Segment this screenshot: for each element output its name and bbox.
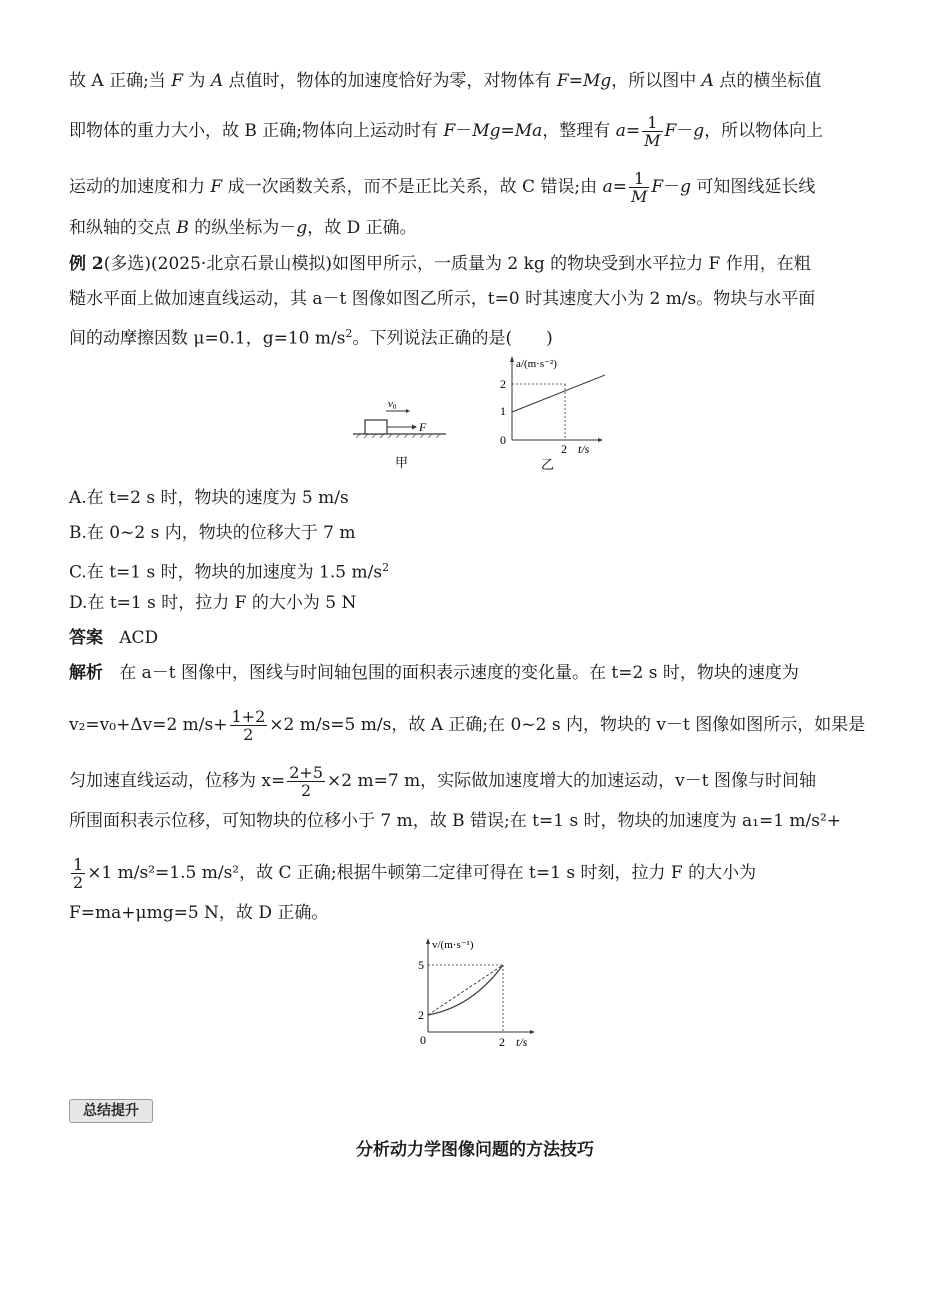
origin-label: 0 (500, 433, 506, 447)
figure-v-t-graph (410, 932, 545, 1057)
summary-title: 分析动力学图像问题的方法技巧 (356, 1140, 594, 1160)
analysis-line1: 解析 在 a－t 图像中，图线与时间轴包围的面积表示速度的变化量。在 t=2 s 时，物块的速度为 (69, 663, 799, 683)
y-axis-label: a/(m·s⁻²) (516, 358, 557, 370)
option-a: A.在 t=2 s 时，物块的速度为 5 m/s (69, 488, 349, 508)
answer-value: ACD (119, 628, 159, 648)
block (365, 420, 387, 434)
summary-badge: 总结提升 (69, 1099, 153, 1123)
fraction-1-over-M-2: $\frac{1}{M}$ (630, 169, 648, 206)
tick-y-2: 2 (500, 377, 506, 391)
analysis-line6: F=ma+μmg=5 N，故 D 正确。 (69, 903, 329, 923)
tick-x-2: 2 (499, 1035, 505, 1049)
analysis-line5: $\frac{1}{2}$ ×1 m/s²=1.5 m/s²，故 C 正确;根据牛顿第二定律可得在 t=1 s 时刻，拉力 F 的大小为 (73, 855, 757, 892)
option-b: B.在 0~2 s 内，物块的位移大于 7 m (69, 523, 356, 543)
tick-x-2: 2 (561, 442, 567, 456)
x-axis-label: t/s (578, 442, 590, 456)
tick-y-2: 2 (418, 1008, 424, 1022)
example-label: 例 2 (69, 254, 104, 274)
analysis-line4: 所围面积表示位移，可知物块的位移小于 7 m，故 B 错误;在 t=1 s 时，物块的加速度为 a₁=1 m/s²+ (69, 811, 842, 831)
example-line2: 糙水平面上做加速直线运动，其 a－t 图像如图乙所示，t=0 时其速度大小为 2 m/s。物块与水平面 (69, 289, 816, 309)
para1-line1: 故 A 正确;当 F 为 A 点值时，物体的加速度恰好为零，对物体有 F=Mg，所以图中 A 点的横坐标值 (69, 71, 822, 91)
option-d: D.在 t=1 s 时，拉力 F 的大小为 5 N (69, 593, 357, 613)
fraction-1-over-M: $\frac{1}{M}$ (644, 113, 661, 150)
example-line3: 间的动摩擦因数 μ=0.1，g=10 $m/s^2$。下列说法正确的是( ) (69, 327, 553, 349)
uniform-accel-line (428, 965, 503, 1015)
fraction-1-over-2: $\frac{1}{2}$ (73, 855, 84, 892)
x-axis-label: t/s (516, 1035, 528, 1049)
a-t-line (512, 373, 605, 412)
y-axis-label: v/(m·s⁻¹) (432, 939, 474, 951)
v0-label: v0 (388, 398, 397, 411)
para1-line2: 即物体的重力大小，故 B 正确;物体向上运动时有 F－Mg=Ma，整理有 a= $\frac{1}{M}$ F－g，所以物体向上 (69, 113, 824, 150)
fraction-2plus5-over-2: $\frac{2+5}{2}$ (289, 763, 324, 800)
tick-y-5: 5 (418, 958, 424, 972)
para1-line3: 运动的加速度和力 F 成一次函数关系，而不是正比关系，故 C 错误;由 a= $\frac{1}{M}$ F－g 可知图线延长线 (69, 169, 816, 206)
tick-y-1: 1 (500, 404, 506, 418)
caption-jia: 甲 (395, 455, 409, 470)
caption-yi: 乙 (541, 457, 555, 472)
example-line1: 例 2(多选)(2025·北京石景山模拟)如图甲所示，一质量为 2 kg 的物块受到水平拉力 F 作用，在粗 (69, 254, 811, 274)
para1-line4: 和纵轴的交点 B 的纵坐标为－g，故 D 正确。 (69, 218, 417, 238)
option-c: C.在 t=1 s 时，物块的加速度为 1.5 $m/s^2$ (69, 561, 390, 583)
analysis-label: 解析 (69, 663, 103, 683)
answer-line (69, 627, 158, 649)
origin-label: 0 (420, 1033, 426, 1047)
figure-yi-a-t-graph (490, 352, 605, 477)
analysis-line3: 匀加速直线运动，位移为 x= $\frac{2+5}{2}$ ×2 m=7 m，实际做加速度增大的加速运动，v－t 图像与时间轴 (69, 763, 817, 800)
answer-label: 答案 (69, 628, 103, 648)
ground-hatch (356, 434, 440, 438)
figure-jia (348, 392, 453, 474)
force-label: F (419, 420, 427, 434)
fraction-1plus2-over-2: $\frac{1+2}{2}$ (231, 707, 266, 744)
analysis-line2: v₂=v₀+Δv=2 m/s+ $\frac{1+2}{2}$ ×2 m/s=5 m/s，故 A 正确;在 0~2 s 内，物块的 v－t 图像如图所示，如果是 (69, 707, 866, 744)
